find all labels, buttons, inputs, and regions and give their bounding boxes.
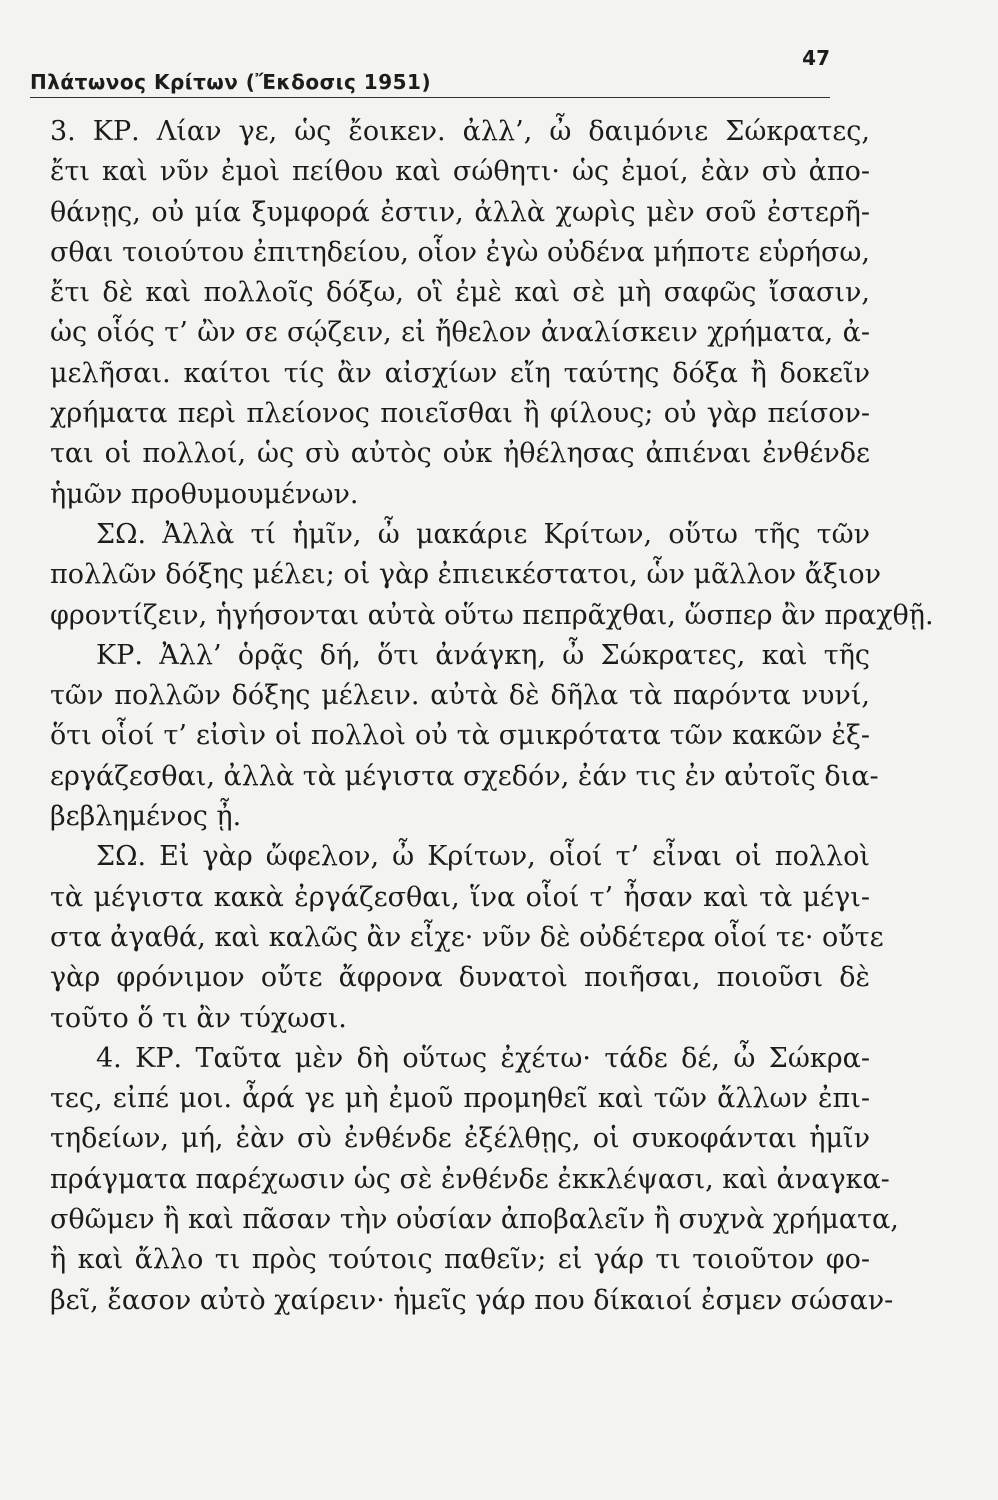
text-line: χρήματα περὶ πλείονος ποιεῖσθαι ἢ φίλους; οὐ γὰρ πείσον- — [50, 398, 870, 430]
text-line: φροντίζειν, ἡγήσονται αὐτὰ οὕτω πεπρᾶχθαι, ὥσπερ ἂν πραχθῇ. — [50, 599, 934, 631]
text-line: τῶν πολλῶν δόξης μέλειν. αὐτὰ δὲ δῆλα τὰ παρόντα νυνί, — [50, 680, 870, 712]
text-line: ἢ καὶ ἄλλο τι πρὸς τούτοις παθεῖν; εἰ γάρ τι τοιοῦτον φο- — [50, 1244, 870, 1276]
text-line: σθῶμεν ἢ καὶ πᾶσαν τὴν οὐσίαν ἀποβαλεῖν ἢ συχνὰ χρήματα, — [50, 1204, 899, 1236]
body-text — [50, 112, 934, 1321]
text-line: σθαι τοιούτου ἐπιτηδείου, οἷον ἐγὼ οὐδένα μήποτε εὑρήσω, — [50, 236, 870, 268]
text-line: βεῖ, ἔασον αὐτὸ χαίρειν· ἡμεῖς γάρ που δίκαιοί ἐσμεν σώσαν- — [50, 1284, 894, 1316]
running-head — [30, 46, 830, 100]
text-line: τες, εἰπέ μοι. ἆρά γε μὴ ἐμοῦ προμηθεῖ καὶ τῶν ἄλλων ἐπι- — [50, 1083, 870, 1115]
text-line: εργάζεσθαι, ἀλλὰ τὰ μέγιστα σχεδόν, ἐάν τις ἐν αὐτοῖς δια- — [50, 760, 879, 792]
text-line: ΣΩ. Εἰ γὰρ ὤφελον, ὦ Κρίτων, οἷοί τ’ εἶναι οἱ πολλοὶ — [96, 841, 870, 873]
text-line: θάνῃς, οὐ μία ξυμφορά ἐστιν, ἀλλὰ χωρὶς μὲν σοῦ ἐστερῆ- — [50, 196, 870, 228]
text-line: ΚΡ. Ἀλλ’ ὁρᾷς δή, ὅτι ἀνάγκη, ὦ Σώκρατες, καὶ τῆς — [96, 639, 870, 671]
page-number: 47 — [802, 46, 830, 70]
text-line: 3. ΚΡ. Λίαν γε, ὡς ἔοικεν. ἀλλ’, ὦ δαιμόνιε Σώκρατες, — [50, 116, 870, 147]
text-line: πολλῶν δόξης μέλει; οἱ γὰρ ἐπιεικέστατοι, ὧν μᾶλλον ἄξιον — [50, 559, 882, 591]
text-line: ΣΩ. Ἀλλὰ τί ἡμῖν, ὦ μακάριε Κρίτων, οὕτω τῆς τῶν — [96, 518, 870, 550]
text-line: 4. ΚΡ. Ταῦτα μὲν δὴ οὕτως ἐχέτω· τάδε δέ, ὦ Σώκρα- — [96, 1042, 870, 1074]
text-line: ἔτι καὶ νῦν ἐμοὶ πείθου καὶ σώθητι· ὡς ἐμοί, ἐὰν σὺ ἀπο- — [50, 156, 870, 188]
header-title: Πλάτωνος Κρίτων (Ἔκδοσις 1951) — [30, 70, 432, 94]
text-line: ται οἱ πολλοί, ὡς σὺ αὐτὸς οὐκ ἠθέλησας ἀπιέναι ἐνθένδε — [50, 438, 870, 470]
text-line: τὰ μέγιστα κακὰ ἐργάζεσθαι, ἵνα οἷοί τ’ ἦσαν καὶ τὰ μέγι- — [50, 881, 870, 913]
header-rule — [30, 97, 830, 98]
text-line: πράγματα παρέχωσιν ὡς σὲ ἐνθένδε ἐκκλέψασι, καὶ ἀναγκα- — [50, 1163, 890, 1195]
text-line: μελῆσαι. καίτοι τίς ἂν αἰσχίων εἴη ταύτης δόξα ἢ δοκεῖν — [50, 357, 870, 389]
text-line: ἔτι δὲ καὶ πολλοῖς δόξω, οἳ ἐμὲ καὶ σὲ μὴ σαφῶς ἴσασιν, — [50, 277, 870, 309]
text-line: βεβλημένος ᾖ. — [50, 801, 242, 833]
text-line: στα ἀγαθά, καὶ καλῶς ἂν εἶχε· νῦν δὲ οὐδέτερα οἷοί τε· οὔτε — [50, 921, 884, 953]
text-line: ὅτι οἷοί τ’ εἰσὶν οἱ πολλοὶ οὐ τὰ σμικρότατα τῶν κακῶν ἐξ- — [50, 720, 870, 752]
text-line: ὡς οἷός τ’ ὢν σε σῴζειν, εἰ ἤθελον ἀναλίσκειν χρήματα, ἀ- — [50, 317, 870, 349]
text-line: τηδείων, μή, ἐὰν σὺ ἐνθένδε ἐξέλθῃς, οἱ συκοφάνται ἡμῖν — [50, 1123, 870, 1155]
text-line: τοῦτο ὅ τι ἂν τύχωσι. — [50, 1002, 347, 1034]
text-line: ἡμῶν προθυμουμένων. — [50, 478, 359, 510]
text-line: γὰρ φρόνιμον οὔτε ἄφρονα δυνατοὶ ποιῆσαι, ποιοῦσι δὲ — [50, 962, 870, 994]
